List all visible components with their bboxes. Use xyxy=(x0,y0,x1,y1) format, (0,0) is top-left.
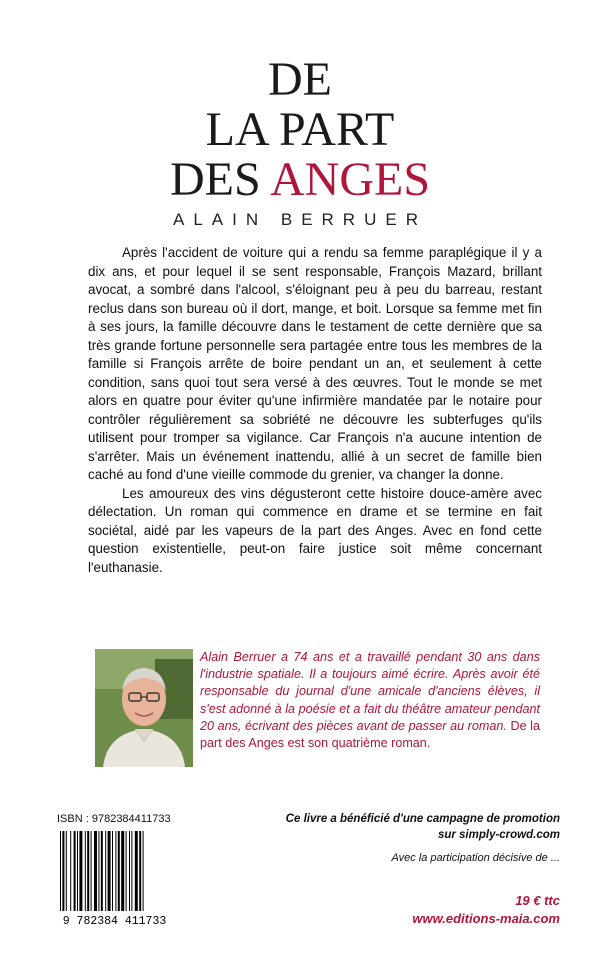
barcode-bar xyxy=(129,831,130,917)
barcode-bars xyxy=(60,831,144,917)
barcode-bar xyxy=(66,831,67,917)
barcode-bar xyxy=(118,831,120,917)
barcode-bar xyxy=(143,831,144,917)
barcode-bar xyxy=(139,831,141,917)
barcode-bar xyxy=(79,831,82,917)
author-bio-plain: De la part des Anges est son quatrième roman. xyxy=(200,718,540,751)
title-line-1: DE xyxy=(268,53,332,106)
barcode xyxy=(57,831,172,926)
barcode-bar xyxy=(121,831,124,917)
barcode-bar xyxy=(87,831,89,917)
synopsis-paragraph-2: Les amoureux des vins dégusteront cette histoire douce-amère avec délectation. Un roman qui commence en drame et se termine en fait sociétal, aidé par les vapeurs de la part des Anges. Avec en fond cette question existentielle, peut-on faire justice soit même concernant l'euthanasie. xyxy=(88,485,542,575)
barcode-digits: 9 782384 411733 xyxy=(62,915,167,926)
author-bio-italic: Alain Berruer a 74 ans et a travaillé pendant 30 ans dans l'industrie spatiale. Il a toujours aimé écrire. Après avoir été responsable du journal d'une amicale d'anciens élèves, il s'est adonné à la poésie et a fait du théâtre amateur pendant 20 ans, écrivant des pièces avant de passer au roman. xyxy=(200,650,540,733)
barcode-bar xyxy=(94,831,97,917)
barcode-bar xyxy=(98,831,99,917)
participation-text: Avec la participation décisive de ... xyxy=(391,852,560,864)
author-photo xyxy=(95,649,193,767)
title-highlight-anges: ANGES xyxy=(270,153,431,206)
barcode-bar xyxy=(135,831,138,917)
barcode-bar xyxy=(74,831,76,917)
barcode-bar xyxy=(91,831,92,917)
title-line-3 xyxy=(0,153,600,206)
title-line-2: LA PART xyxy=(205,103,395,156)
barcode-bar xyxy=(131,831,132,917)
barcode-bar xyxy=(70,831,71,917)
barcode-bar xyxy=(85,831,86,917)
title-line-3-prefix: DES xyxy=(169,153,270,206)
synopsis-paragraph-1: Après l'accident de voiture qui a rendu sa femme paraplégique il y a dix ans, et pour lequel il se sent responsable, François Mazard, brillant avocat, a sombré dans l'alcool, s'éloignant peu à peu du barreau, restant reclus dans son bureau où il dort, mange, et boit. Lorsque sa femme met fin à ses jours, la famille découvre dans le testament de cette dernière que sa très grande fortune personnelle sera partagée entre tous les membres de la famille si François arrête de boire pendant un an, et seulement à cette condition, sans quoi tout sera versé à des œuvres. Tout le monde se met alors en quatre pour éviter qu'une infirmière mandatée par le notaire pour contrôler régulièrement sa sobriété ne découvre les subterfuges qu'ils utilisent pour tromper sa vigilance. Car François n'a aucune intention de s'arrêter. Mais un événement inattendu, allié à un secret de famille bien caché au fond d'une vieille commode du grenier, va changer la donne. xyxy=(88,245,542,482)
author-name: ALAIN BERRUER xyxy=(173,210,427,229)
isbn-label: ISBN : 9782384411733 xyxy=(57,813,171,825)
author-bio xyxy=(200,649,540,752)
price: 19 € ttc xyxy=(515,893,560,908)
barcode-bar xyxy=(101,831,103,917)
barcode-bar xyxy=(62,831,64,917)
synopsis xyxy=(88,244,542,577)
barcode-bar xyxy=(112,831,113,917)
promo-line-2: sur simply-crowd.com xyxy=(437,829,560,841)
author-portrait-image xyxy=(95,649,193,767)
barcode-bar xyxy=(108,831,111,917)
promo-text xyxy=(260,811,560,843)
barcode-bar xyxy=(77,831,78,917)
barcode-bar xyxy=(60,831,61,917)
barcode-bar xyxy=(105,831,106,917)
publisher-website: www.editions-maia.com xyxy=(412,911,560,926)
barcode-bar xyxy=(126,831,127,917)
promo-line-1: Ce livre a bénéficié d'une campagne de promotion xyxy=(285,813,560,825)
barcode-bar xyxy=(115,831,116,917)
